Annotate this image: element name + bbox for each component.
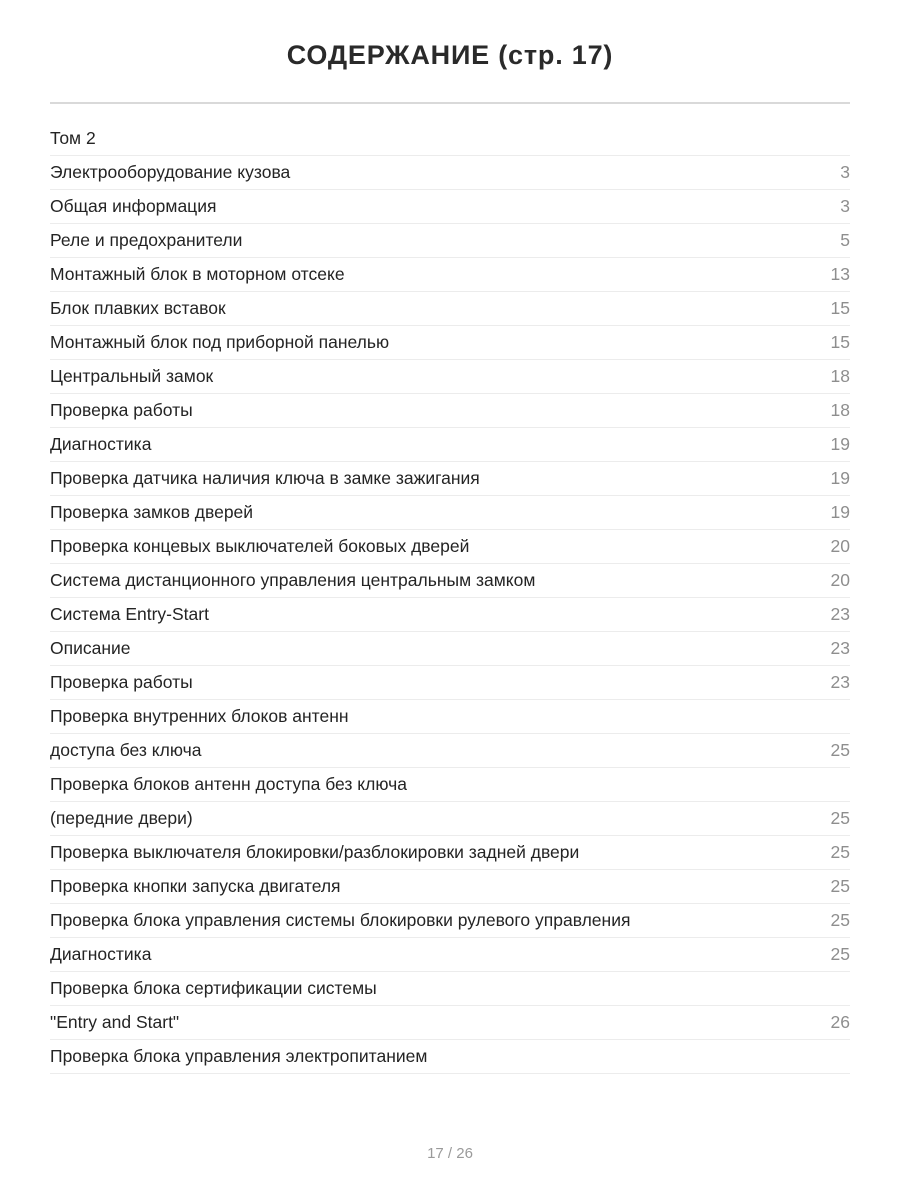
toc-entry-page: 13 xyxy=(830,264,850,284)
toc-entry-page: 15 xyxy=(830,298,850,318)
toc-entry-row xyxy=(50,292,850,326)
toc-section-label: Том 2 xyxy=(50,128,96,148)
toc-entry-row xyxy=(50,156,850,190)
toc-entry-row xyxy=(50,462,850,496)
toc-entry-page: 5 xyxy=(840,230,850,250)
toc-entry-label: "Entry and Start" xyxy=(50,1012,180,1032)
toc-entry-row xyxy=(50,360,850,394)
toc-entry-page: 25 xyxy=(830,876,850,896)
toc-entry-label: Диагностика xyxy=(50,434,152,454)
toc-entry-row xyxy=(50,836,850,870)
toc-entry-page: 20 xyxy=(830,570,850,590)
toc-entry-row xyxy=(50,632,850,666)
toc-entry-label: Диагностика xyxy=(50,944,152,964)
toc-entry-row xyxy=(50,1006,850,1040)
toc-entry-label: Проверка внутренних блоков антенн xyxy=(50,706,349,726)
toc-entry-label: Проверка блока управления электропитанием xyxy=(50,1046,428,1066)
toc-entry-row xyxy=(50,394,850,428)
toc-entry-label: Блок плавких вставок xyxy=(50,298,226,318)
toc-entry-row xyxy=(50,870,850,904)
toc-entry-label: Центральный замок xyxy=(50,366,214,386)
toc-entry-label: Проверка блока управления системы блокировки рулевого управления xyxy=(50,910,631,930)
toc-entry-label: Описание xyxy=(50,638,131,658)
toc-entry-row xyxy=(50,1040,850,1074)
toc-entry-page: 23 xyxy=(830,638,850,658)
toc-entry-row xyxy=(50,700,850,734)
page-number-indicator: 17 / 26 xyxy=(427,1145,473,1162)
toc-entry-label: Система Entry-Start xyxy=(50,604,209,624)
toc-entry-page: 23 xyxy=(830,672,850,692)
toc-entry-row xyxy=(50,768,850,802)
toc-entry-label: Система дистанционного управления центральным замком xyxy=(50,570,536,590)
toc-entry-label: Реле и предохранители xyxy=(50,230,243,250)
toc-entry-page: 20 xyxy=(830,536,850,556)
toc-entry-page: 3 xyxy=(840,196,850,216)
toc-entry-label: доступа без ключа xyxy=(50,740,202,760)
toc-entry-page: 18 xyxy=(830,366,850,386)
toc-entry-row xyxy=(50,190,850,224)
toc-entry-row xyxy=(50,938,850,972)
toc-entry-row xyxy=(50,972,850,1006)
toc-section-row xyxy=(50,122,850,156)
toc-entry-page: 15 xyxy=(830,332,850,352)
toc-entry-label: Проверка датчика наличия ключа в замке зажигания xyxy=(50,468,480,488)
toc-entry-label: Проверка замков дверей xyxy=(50,502,254,522)
toc-entry-page: 25 xyxy=(830,910,850,930)
toc-entry-page: 26 xyxy=(830,1012,850,1032)
toc-entry-row xyxy=(50,666,850,700)
toc-entry-row xyxy=(50,904,850,938)
toc-entry-row xyxy=(50,734,850,768)
toc-entry-row xyxy=(50,564,850,598)
toc-entry-page: 19 xyxy=(830,434,850,454)
title-divider xyxy=(50,102,850,104)
toc-entry-page: 25 xyxy=(830,808,850,828)
toc-entry-row xyxy=(50,258,850,292)
toc-entry-page: 18 xyxy=(830,400,850,420)
toc-entry-row xyxy=(50,598,850,632)
toc-entry-page: 19 xyxy=(830,468,850,488)
toc-entry-page: 25 xyxy=(830,842,850,862)
toc-entry-label: Проверка работы xyxy=(50,672,193,692)
toc-entry-label: Проверка кнопки запуска двигателя xyxy=(50,876,341,896)
toc-list xyxy=(50,122,850,1074)
toc-entry-label: Проверка блока сертификации системы xyxy=(50,978,377,998)
toc-entry-row xyxy=(50,530,850,564)
toc-entry-page: 25 xyxy=(830,944,850,964)
toc-entry-label: Монтажный блок в моторном отсеке xyxy=(50,264,345,284)
toc-entry-page: 23 xyxy=(830,604,850,624)
page-title: СОДЕРЖАНИЕ (стр. 17) xyxy=(286,40,614,70)
toc-entry-label: Общая информация xyxy=(50,196,217,216)
toc-entry-row xyxy=(50,326,850,360)
toc-entry-row xyxy=(50,496,850,530)
toc-entry-label: Проверка концевых выключателей боковых дверей xyxy=(50,536,470,556)
toc-entry-label: Электрооборудование кузова xyxy=(50,162,291,182)
toc-entry-row xyxy=(50,224,850,258)
toc-entry-row xyxy=(50,802,850,836)
toc-entry-row xyxy=(50,428,850,462)
toc-entry-label: Проверка выключателя блокировки/разблокировки задней двери xyxy=(50,842,580,862)
toc-entry-label: Проверка блоков антенн доступа без ключа xyxy=(50,774,407,794)
toc-entry-label: (передние двери) xyxy=(50,808,193,828)
toc-entry-page: 19 xyxy=(830,502,850,522)
toc-entry-page: 25 xyxy=(830,740,850,760)
toc-entry-page: 3 xyxy=(840,162,850,182)
toc-entry-label: Монтажный блок под приборной панелью xyxy=(50,332,390,352)
toc-entry-label: Проверка работы xyxy=(50,400,193,420)
